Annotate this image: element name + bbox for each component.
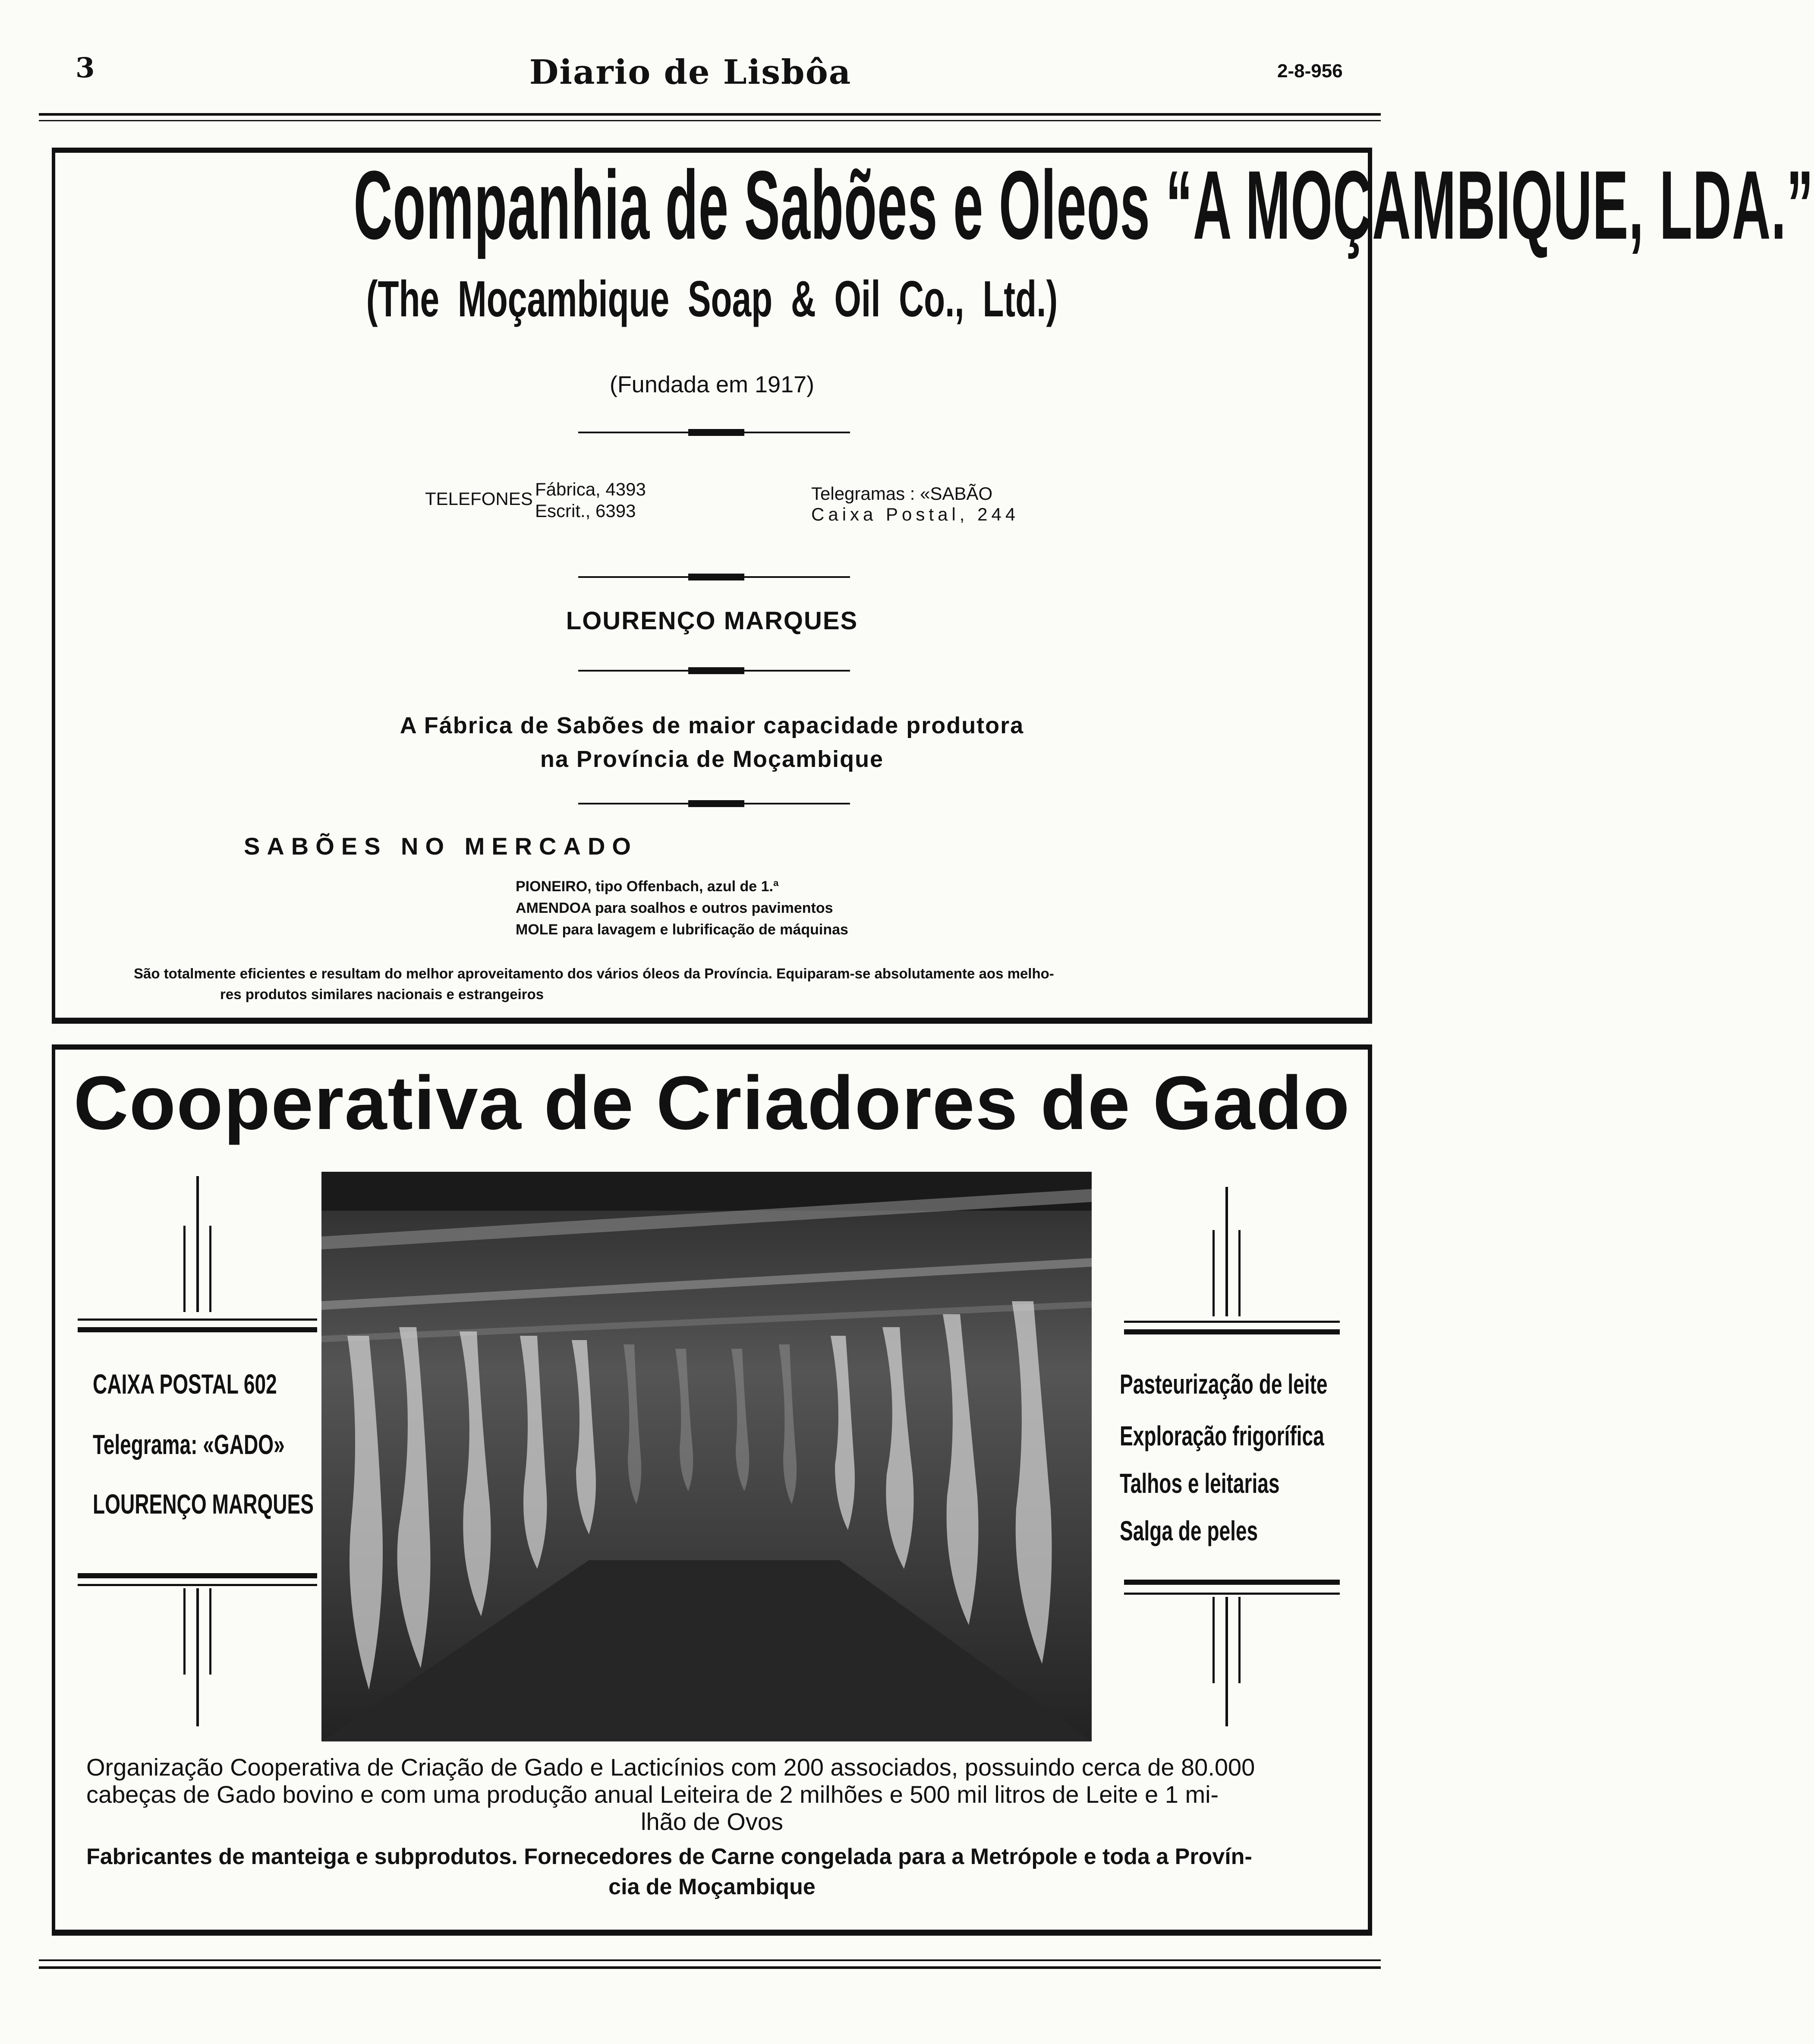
telegram-gado: Telegrama: «GADO» — [93, 1429, 285, 1460]
ad2-products-line-2: cia de Moçambique — [608, 1874, 816, 1899]
header-rule-bottom — [39, 120, 1381, 121]
product-item: AMENDOA para soalhos e outros pavimentos — [516, 900, 833, 916]
footer-rule-top — [39, 1959, 1381, 1961]
ad1-footnote-line-2: res produtos similares nacionais e estrangeiros — [220, 986, 544, 1002]
ad2-title: Cooperativa de Criadores de Gado — [73, 1061, 1351, 1145]
service-butchers: Talhos e leitarias — [1120, 1468, 1280, 1499]
caixa-postal: CAIXA POSTAL 602 — [93, 1369, 277, 1400]
product-item: MOLE para lavagem e lubrificação de máquinas — [516, 921, 848, 938]
service-hide-salting: Salga de peles — [1120, 1515, 1258, 1546]
ad2-description-line-3: lhão de Ovos — [641, 1808, 783, 1835]
ad1-claim-line-2: na Província de Moçambique — [540, 746, 884, 772]
masthead: Diario de Lisbôa — [529, 53, 852, 92]
ad2-description-line-1: Organização Cooperativa de Criação de Gado e Lacticínios com 200 associados, possuindo cerca de 80.000 — [86, 1754, 1255, 1781]
divider — [578, 432, 850, 433]
ad2-products-line-1: Fabricantes de manteiga e subprodutos. Fornecedores de Carne congelada para a Metrópole e toda a Provín- — [86, 1844, 1252, 1869]
divider — [578, 803, 850, 804]
issue-date: 2-8-956 — [1277, 60, 1343, 82]
footer-rule-bottom — [39, 1966, 1381, 1969]
ad1-footnote-line-1: São totalmente eficientes e resultam do melhor aproveitamento dos vários óleos da Província. Equiparam-se absolutamente aos melho- — [134, 965, 1054, 981]
divider — [578, 576, 850, 578]
phone-factory: Fábrica, 4393 — [535, 479, 646, 499]
ad1-subtitle: (The Moçambique Soap & Oil Co., Ltd.) — [366, 271, 1058, 328]
ad2-city: LOURENÇO MARQUES — [93, 1489, 314, 1520]
ad1-claim-line-1: A Fábrica de Sabões de maior capacidade produtora — [400, 713, 1024, 738]
telegram-address: Telegramas : «SABÃO — [811, 483, 993, 504]
phone-office: Escrit., 6393 — [535, 501, 636, 521]
ad1-title: Companhia de Sabões e Oleos “A MOÇAMBIQUE, LDA.” — [353, 150, 1814, 259]
product-item: PIONEIRO, tipo Offenbach, azul de 1.ª — [516, 878, 779, 895]
postbox: Caixa Postal, 244 — [811, 504, 1020, 524]
page-number: 3 — [76, 52, 95, 84]
service-refrigeration: Exploração frigorífica — [1120, 1420, 1324, 1451]
ad1-founded: (Fundada em 1917) — [609, 372, 815, 397]
divider — [578, 670, 850, 672]
service-pasteurization: Pasteurização de leite — [1120, 1369, 1328, 1400]
ad1-city: LOURENÇO MARQUES — [566, 607, 858, 635]
phones-label: TELEFONES — [425, 489, 533, 509]
header-rule-top — [39, 113, 1381, 116]
products-heading: SABÕES NO MERCADO — [244, 833, 638, 860]
ad2-description-line-2: cabeças de Gado bovino e com uma produção anual Leiteira de 2 milhões e 500 mil litros de Leite e 1 mi- — [86, 1781, 1219, 1808]
cold-storage-carcasses-photo — [321, 1172, 1092, 1741]
